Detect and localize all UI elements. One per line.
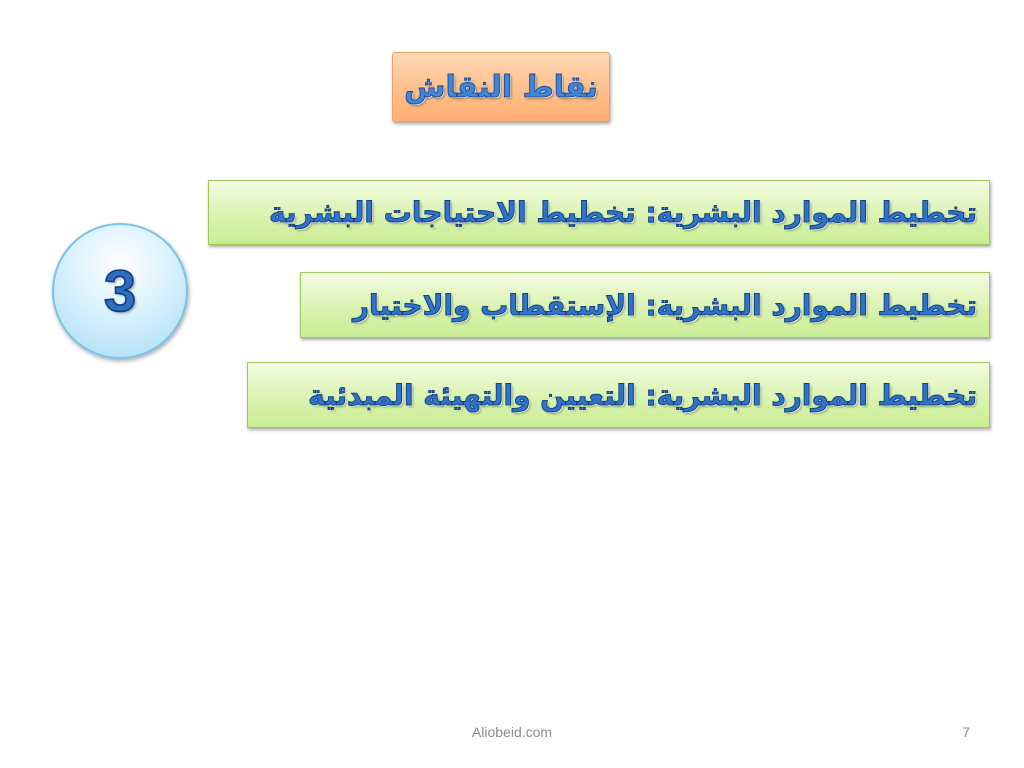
topic-item-2-text: تخطيط الموارد البشرية: الإستقطاب والاختيار (352, 288, 977, 322)
topic-item-3-text: تخطيط الموارد البشرية: التعيين والتهيئة المبدئية (308, 378, 977, 412)
topic-item-1 (208, 180, 990, 245)
section-number-circle (52, 223, 188, 359)
section-number: 3 (103, 258, 137, 324)
footer-page-number: 7 (962, 724, 970, 740)
topic-item-3 (247, 362, 990, 428)
footer-site: Aliobeid.com (471, 724, 553, 740)
slide-title: نقاط النقاش (404, 69, 598, 105)
slide-title-box (392, 52, 610, 122)
topic-item-1-text: تخطيط الموارد البشرية: تخطيط الاحتياجات البشرية (269, 196, 977, 229)
topic-item-2 (300, 272, 990, 338)
